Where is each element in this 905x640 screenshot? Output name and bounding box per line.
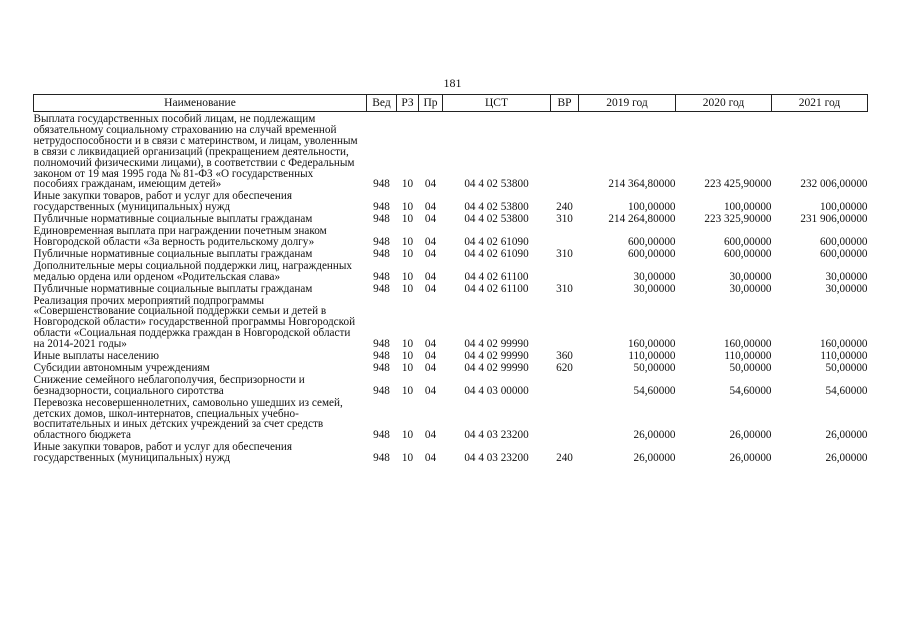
row-name: Иные выплаты населению [33, 350, 159, 363]
table-row [34, 442, 868, 465]
row-rz: 10 [401, 384, 414, 397]
row-cst: 04 4 02 53800 [464, 201, 529, 214]
row-ved: 948 [373, 452, 390, 465]
row-rz: 10 [401, 247, 414, 260]
row-ved: 948 [373, 350, 390, 363]
row-ved: 948 [373, 338, 390, 351]
row-ved: 948 [373, 270, 390, 283]
row-2019: 160,00000 [627, 338, 676, 351]
row-ved: 948 [373, 361, 390, 374]
row-vr: 240 [556, 452, 573, 465]
row-pr: 04 [424, 361, 437, 374]
row-cst: 04 4 03 23200 [464, 429, 529, 442]
budget-table [33, 94, 868, 465]
row-vr [551, 296, 579, 352]
table-row [34, 261, 868, 284]
row-vr: 310 [556, 213, 573, 226]
row-rz: 10 [401, 452, 414, 465]
row-2021: 600,00000 [819, 235, 868, 248]
row-vr: 310 [556, 282, 573, 295]
row-2021: 232 006,00000 [800, 178, 868, 191]
row-2020: 54,60000 [729, 384, 772, 397]
header-name: Наименование [34, 95, 367, 112]
row-name: Снижение семейного неблагополучия, беспризорности и безнадзорности, социального сиротства [33, 373, 305, 397]
header-cst: ЦСТ [443, 95, 551, 112]
row-pr: 04 [424, 213, 437, 226]
row-ved: 948 [373, 201, 390, 214]
row-ved: 948 [373, 178, 390, 191]
row-cst: 04 4 02 61090 [464, 247, 529, 260]
row-cst: 04 4 03 23200 [464, 452, 529, 465]
row-vr [551, 398, 579, 443]
header-2020: 2020 год [676, 95, 772, 112]
row-name: Публичные нормативные социальные выплаты гражданам [33, 213, 313, 226]
row-2021: 160,00000 [819, 338, 868, 351]
row-2019: 214 264,80000 [608, 213, 676, 226]
row-2020: 26,00000 [729, 429, 772, 442]
row-cst: 04 4 02 61100 [464, 282, 529, 295]
row-vr [551, 261, 579, 284]
row-name: Иные закупки товаров, работ и услуг для обеспечения государственных (муниципальных) нужд [33, 441, 293, 465]
row-rz: 10 [401, 429, 414, 442]
row-pr: 04 [424, 384, 437, 397]
row-2019: 600,00000 [627, 235, 676, 248]
header-ved: Вед [367, 95, 397, 112]
row-pr: 04 [424, 201, 437, 214]
row-2020: 600,00000 [723, 247, 772, 260]
row-ved: 948 [373, 429, 390, 442]
row-2020: 223 325,90000 [704, 213, 772, 226]
row-vr [551, 112, 579, 192]
row-rz: 10 [401, 338, 414, 351]
row-2019: 50,00000 [633, 361, 676, 374]
row-pr: 04 [424, 270, 437, 283]
row-pr: 04 [424, 338, 437, 351]
row-rz: 10 [401, 201, 414, 214]
row-cst: 04 4 02 99990 [464, 338, 529, 351]
row-vr [551, 375, 579, 398]
row-cst: 04 4 02 61090 [464, 235, 529, 248]
row-name: Единовременная выплата при награждении почетным знаком Новгородской области «За верность родительскому долгу» [33, 225, 327, 248]
row-2019: 26,00000 [633, 452, 676, 465]
row-2020: 30,00000 [729, 270, 772, 283]
header-pr: Пр [419, 95, 443, 112]
row-vr: 240 [556, 201, 573, 214]
header-rz: РЗ [397, 95, 419, 112]
row-2020: 160,00000 [723, 338, 772, 351]
row-cst: 04 4 02 53800 [464, 213, 529, 226]
row-cst: 04 4 02 99990 [464, 361, 529, 374]
table-row [34, 226, 868, 249]
row-pr: 04 [424, 247, 437, 260]
row-pr: 04 [424, 429, 437, 442]
row-2021: 26,00000 [825, 452, 868, 465]
row-2019: 30,00000 [633, 270, 676, 283]
row-2020: 600,00000 [723, 235, 772, 248]
row-2020: 110,00000 [724, 350, 772, 363]
row-cst: 04 4 02 53800 [464, 178, 529, 191]
row-2021: 50,00000 [825, 361, 868, 374]
row-rz: 10 [401, 350, 414, 363]
row-ved: 948 [373, 247, 390, 260]
row-2019: 110,00000 [628, 350, 676, 363]
row-name: Субсидии автономным учреждениям [33, 361, 210, 374]
row-name: Публичные нормативные социальные выплаты гражданам [33, 247, 313, 260]
row-cst: 04 4 03 00000 [464, 384, 529, 397]
row-vr [551, 226, 579, 249]
row-rz: 10 [401, 213, 414, 226]
row-2021: 100,00000 [819, 201, 868, 214]
row-2019: 100,00000 [627, 201, 676, 214]
row-rz: 10 [401, 178, 414, 191]
row-name: Выплата государственных пособий лицам, не подлежащим обязательному социальному страхованию на случай временной нетрудоспособности и в связи с материнством, и лицам, уволенным в связи с ликвидацией организаций (прекращением деятельности, полномочий физическими лицами), в соответствии с Федеральным законом от 19 мая 1995 года № 81-ФЗ «О государственных пособиях гражданам, имеющим детей» [33, 113, 358, 191]
row-rz: 10 [401, 282, 414, 295]
table-row [34, 191, 868, 214]
row-2021: 30,00000 [825, 270, 868, 283]
header-2019: 2019 год [579, 95, 676, 112]
row-pr: 04 [424, 235, 437, 248]
row-ved: 948 [373, 384, 390, 397]
row-2019: 600,00000 [627, 247, 676, 260]
row-ved: 948 [373, 282, 390, 295]
row-rz: 10 [401, 361, 414, 374]
row-2019: 214 364,80000 [608, 178, 676, 191]
table-body [34, 112, 868, 466]
table-row [34, 249, 868, 261]
row-vr: 620 [556, 361, 573, 374]
row-rz: 10 [401, 235, 414, 248]
row-ved: 948 [373, 213, 390, 226]
row-pr: 04 [424, 282, 437, 295]
row-2021: 231 906,00000 [800, 213, 868, 226]
row-ved: 948 [373, 235, 390, 248]
row-2021: 30,00000 [825, 282, 868, 295]
header-2021: 2021 год [772, 95, 868, 112]
row-rz: 10 [401, 270, 414, 283]
row-2021: 54,60000 [825, 384, 868, 397]
row-pr: 04 [424, 178, 437, 191]
row-cst: 04 4 02 99990 [464, 350, 529, 363]
row-name: Реализация прочих мероприятий подпрограммы «Совершенствование социальной поддержки семьи и детей в Новгородской области» государственной программы Новгородской области «Социальная поддержка граждан в Новгородской области на 2014-2021 годы» [33, 294, 356, 351]
page-number: 181 [443, 76, 462, 90]
row-name: Дополнительные меры социальной поддержки лиц, награжденных медалью ордена или орденом «Родительская слава» [33, 259, 352, 283]
row-2020: 50,00000 [729, 361, 772, 374]
row-2021: 110,00000 [820, 350, 868, 363]
row-pr: 04 [424, 350, 437, 363]
table-row [34, 284, 868, 296]
row-2021: 26,00000 [825, 429, 868, 442]
row-cst: 04 4 02 61100 [464, 270, 529, 283]
row-vr: 360 [556, 350, 573, 363]
row-2020: 30,00000 [729, 282, 772, 295]
row-vr: 310 [556, 247, 573, 260]
row-name: Иные закупки товаров, работ и услуг для обеспечения государственных (муниципальных) нужд [33, 190, 293, 214]
row-2021: 600,00000 [819, 247, 868, 260]
table-header-row [34, 95, 868, 112]
row-2020: 26,00000 [729, 452, 772, 465]
row-2020: 100,00000 [723, 201, 772, 214]
table-row [34, 296, 868, 352]
row-pr: 04 [424, 452, 437, 465]
row-2019: 54,60000 [633, 384, 676, 397]
table-row [34, 112, 868, 192]
row-name: Публичные нормативные социальные выплаты гражданам [33, 282, 313, 295]
table-row [34, 398, 868, 443]
row-2019: 30,00000 [633, 282, 676, 295]
header-vr: ВР [551, 95, 579, 112]
table-row [34, 375, 868, 398]
row-name: Перевозка несовершеннолетних, самовольно ушедших из семей, детских домов, школ-интернатов, специальных учебно-воспитательных и иных детских учреждений за счет средств областного бюджета [33, 396, 343, 442]
row-2020: 223 425,90000 [704, 178, 772, 191]
row-2019: 26,00000 [633, 429, 676, 442]
